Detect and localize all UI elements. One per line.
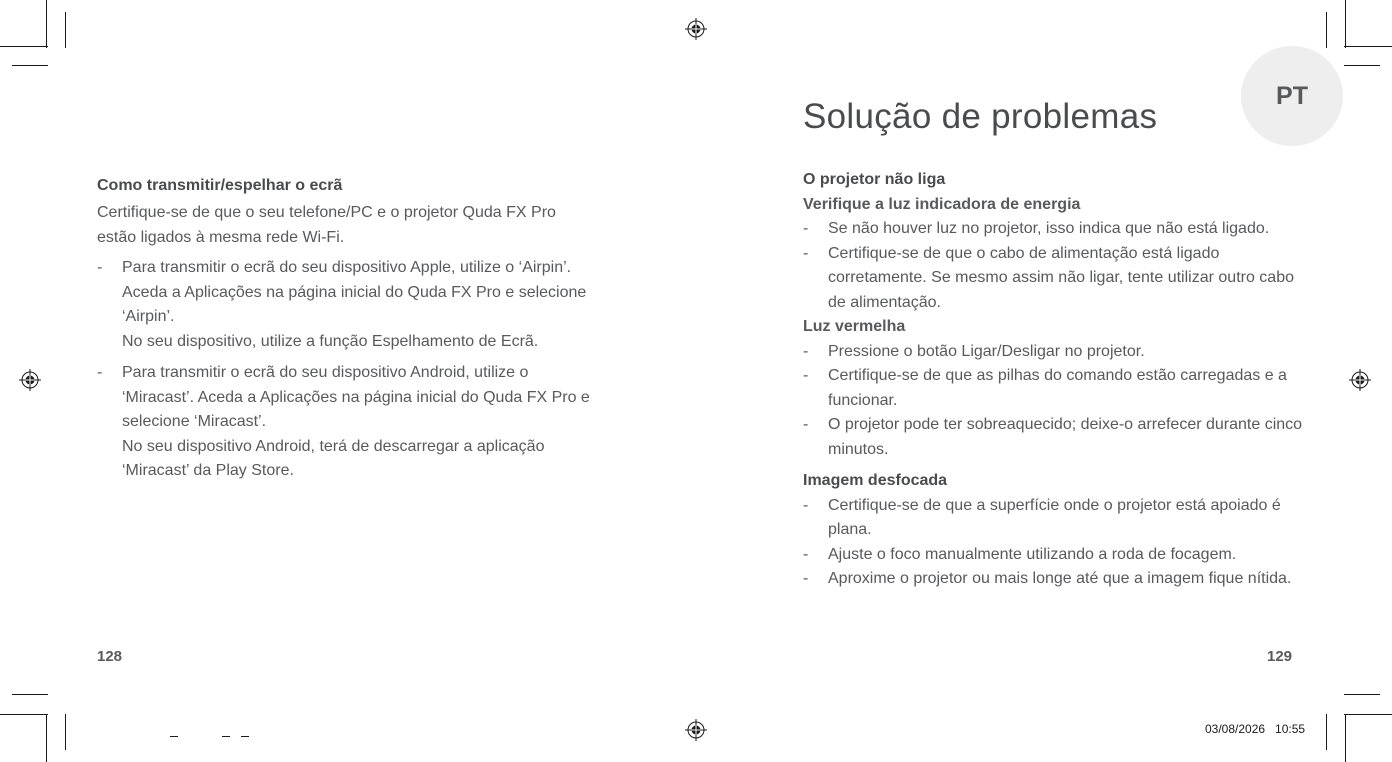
bullet-dash: - <box>803 545 809 563</box>
bullet-dash: - <box>803 570 809 587</box>
crop-mark <box>1344 46 1392 47</box>
registration-mark-icon <box>1349 369 1371 391</box>
list-item-text: Para transmitir o ecrã do seu dispositivo Android, utilize o ‘Miracast’. Aceda a Aplicações na página inicial do Quda FX Pro e selecione ‘Miracast’. <box>122 364 590 430</box>
left-page-list <box>97 256 597 491</box>
page-number-right: 129 <box>1267 648 1293 665</box>
crop-mark <box>12 694 48 695</box>
list-item <box>97 256 597 354</box>
list-item <box>803 413 1313 462</box>
list-item-text: Certifique-se de que as pilhas do comando estão carregadas e a funcionar. <box>828 367 1287 409</box>
list-item-text: Certifique-se de que a superfície onde o projetor está apoiado é plana. <box>828 496 1281 538</box>
page-title: Solução de problemas <box>803 97 1158 136</box>
registration-mark-icon <box>685 719 707 741</box>
list-item-text: Ajuste o foco manualmente utilizando a roda de focagem. <box>828 545 1237 563</box>
list-item <box>803 217 1313 242</box>
crop-mark <box>46 0 47 48</box>
crop-mark <box>1345 714 1346 762</box>
crop-mark <box>1344 65 1380 66</box>
crop-mark <box>0 714 48 715</box>
list-item-text: Aproxime o projetor ou mais longe até que a imagem fique nítida. <box>828 570 1292 587</box>
page-number-left: 128 <box>97 648 123 665</box>
bullet-dash: - <box>803 496 809 514</box>
registration-mark-icon <box>19 369 41 391</box>
crop-mark <box>65 714 66 750</box>
list-item <box>803 567 1313 592</box>
crop-tick <box>170 736 178 737</box>
list-item <box>803 340 1313 365</box>
bullet-dash: - <box>803 342 809 360</box>
language-badge: PT <box>1241 46 1343 146</box>
crop-mark <box>1345 0 1346 48</box>
bullet-dash: - <box>97 259 103 276</box>
list-item <box>97 361 597 484</box>
troubleshooting-sections <box>803 168 1313 592</box>
crop-mark <box>65 12 66 48</box>
print-timestamp: 03/08/2026 10:55 <box>1205 722 1306 736</box>
crop-mark <box>1344 714 1392 715</box>
crop-tick <box>222 736 230 737</box>
crop-tick <box>241 736 249 737</box>
list-item <box>803 242 1313 316</box>
section-subheading: Verifique a luz indicadora de energia <box>803 195 1081 213</box>
section-list <box>803 340 1313 463</box>
bullet-dash: - <box>803 367 809 384</box>
left-page-intro: Certifique-se de que o seu telefone/PC e o projetor Quda FX Pro estão ligados à mesma rede Wi-Fi. <box>97 204 556 246</box>
list-item-text: O projetor pode ter sobreaquecido; deixe-o arrefecer durante cinco minutos. <box>828 416 1303 458</box>
list-item <box>803 543 1313 568</box>
section-list <box>803 217 1313 315</box>
registration-mark-icon <box>685 18 707 40</box>
list-item-text: Para transmitir o ecrã do seu dispositivo Apple, utilize o ‘Airpin’. Aceda a Aplicações na página inicial do Quda FX Pro e selecione ‘Airpin’. <box>122 259 587 325</box>
list-item-text: Certifique-se de que o cabo de alimentação está ligado corretamente. Se mesmo assim não ligar, tente utilizar outro cabo de alimentação. <box>828 244 1294 311</box>
bullet-dash: - <box>803 416 809 433</box>
bullet-dash: - <box>803 220 809 237</box>
list-item-text: Se não houver luz no projetor, isso indica que não está ligado. <box>828 220 1270 237</box>
section-heading: O projetor não liga <box>803 171 946 188</box>
list-item-note: No seu dispositivo, utilize a função Espelhamento de Ecrã. <box>122 332 539 350</box>
section-subheading: Luz vermelha <box>803 318 906 335</box>
list-item <box>803 364 1313 413</box>
crop-mark <box>1344 694 1380 695</box>
list-item-note: No seu dispositivo Android, terá de descarregar a aplicação ‘Miracast’ da Play Store. <box>122 437 545 479</box>
section-heading: Imagem desfocada <box>803 472 948 489</box>
crop-mark <box>46 714 47 762</box>
bullet-dash: - <box>803 244 809 262</box>
crop-mark <box>0 46 48 47</box>
bullet-dash: - <box>97 364 103 381</box>
section-list <box>803 494 1313 592</box>
list-item-text: Pressione o botão Ligar/Desligar no projetor. <box>828 342 1145 360</box>
crop-mark <box>1326 714 1327 750</box>
crop-mark <box>1326 12 1327 48</box>
crop-mark <box>12 65 48 66</box>
left-page-title: Como transmitir/espelhar o ecrã <box>97 177 343 194</box>
list-item <box>803 494 1313 543</box>
